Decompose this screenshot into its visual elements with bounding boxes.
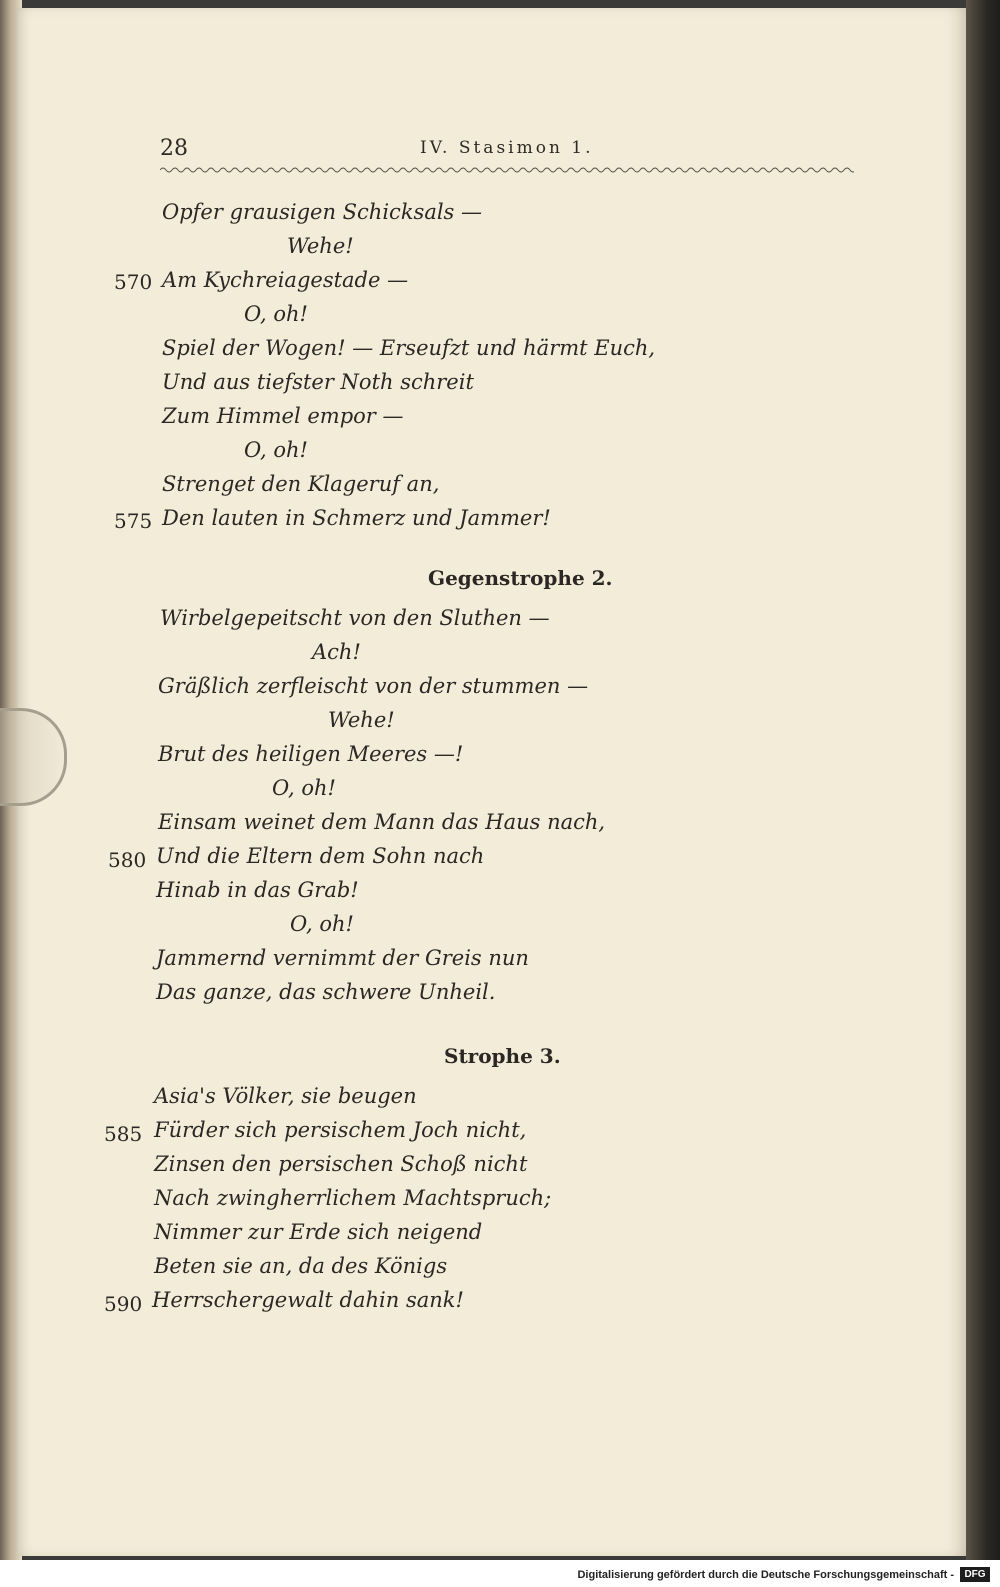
verse-line: O, oh! <box>272 776 336 800</box>
page-number: 28 <box>160 136 188 161</box>
line-number: 590 <box>104 1292 143 1316</box>
verse-line: Wirbelgepeitscht von den Sluthen — <box>160 606 550 630</box>
section-heading: Strophe 3. <box>444 1044 561 1068</box>
page-header <box>160 136 854 166</box>
verse-line: O, oh! <box>244 438 308 462</box>
running-head: IV. Stasimon 1. <box>420 138 594 158</box>
book-spine-shadow <box>966 0 1000 1560</box>
line-number: 580 <box>108 848 147 872</box>
verse-line: O, oh! <box>244 302 308 326</box>
verse-line: Zum Himmel empor — <box>162 404 404 428</box>
dfg-logo: DFG <box>960 1567 990 1582</box>
line-number: 575 <box>114 509 153 533</box>
line-number: 585 <box>104 1122 143 1146</box>
verse-line: Wehe! <box>287 234 354 258</box>
verse-line: Gräßlich zerfleischt von der stummen — <box>158 674 589 698</box>
verse-line: Brut des heiligen Meeres —! <box>158 742 464 766</box>
verse-line: Opfer grausigen Schicksals — <box>162 200 483 224</box>
verse-line: Wehe! <box>328 708 395 732</box>
verse-line: Am Kychreiagestade — <box>162 268 409 292</box>
verse-line: Nach zwingherrlichem Machtspruch; <box>154 1186 552 1210</box>
verse-line: Ach! <box>312 640 361 664</box>
verse-line: Zinsen den persischen Schoß nicht <box>154 1152 528 1176</box>
verse-line: Strenget den Klageruf an, <box>162 472 440 496</box>
verse-line: Den lauten in Schmerz und Jammer! <box>162 506 551 530</box>
verse-line: Spiel der Wogen! — Erseufzt und härmt Euch, <box>162 336 656 360</box>
verse-line: Hinab in das Grab! <box>156 878 359 902</box>
header-wavy-rule <box>160 166 854 174</box>
verse-line: Asia's Völker, sie beugen <box>154 1084 417 1108</box>
verse-line: Und aus tiefster Noth schreit <box>162 370 474 394</box>
verse-line: Nimmer zur Erde sich neigend <box>154 1220 483 1244</box>
book-page <box>18 8 968 1556</box>
funding-credit: Digitalisierung gefördert durch die Deutsche Forschungsgemeinschaft - <box>577 1569 954 1581</box>
footer-bar <box>0 1560 1000 1587</box>
verse-line: O, oh! <box>290 912 354 936</box>
verse-line: Und die Eltern dem Sohn nach <box>156 844 485 868</box>
verse-line: Jammernd vernimmt der Greis nun <box>156 946 529 970</box>
verse-line: Das ganze, das schwere Unheil. <box>156 980 496 1004</box>
verse-line: Beten sie an, da des Königs <box>154 1254 448 1278</box>
line-number: 570 <box>114 270 153 294</box>
verse-line: Fürder sich persischem Joch nicht, <box>154 1118 527 1142</box>
verse-line: Einsam weinet dem Mann das Haus nach, <box>158 810 606 834</box>
section-heading: Gegenstrophe 2. <box>428 566 613 590</box>
verse-line: Herrschergewalt dahin sank! <box>152 1288 464 1312</box>
